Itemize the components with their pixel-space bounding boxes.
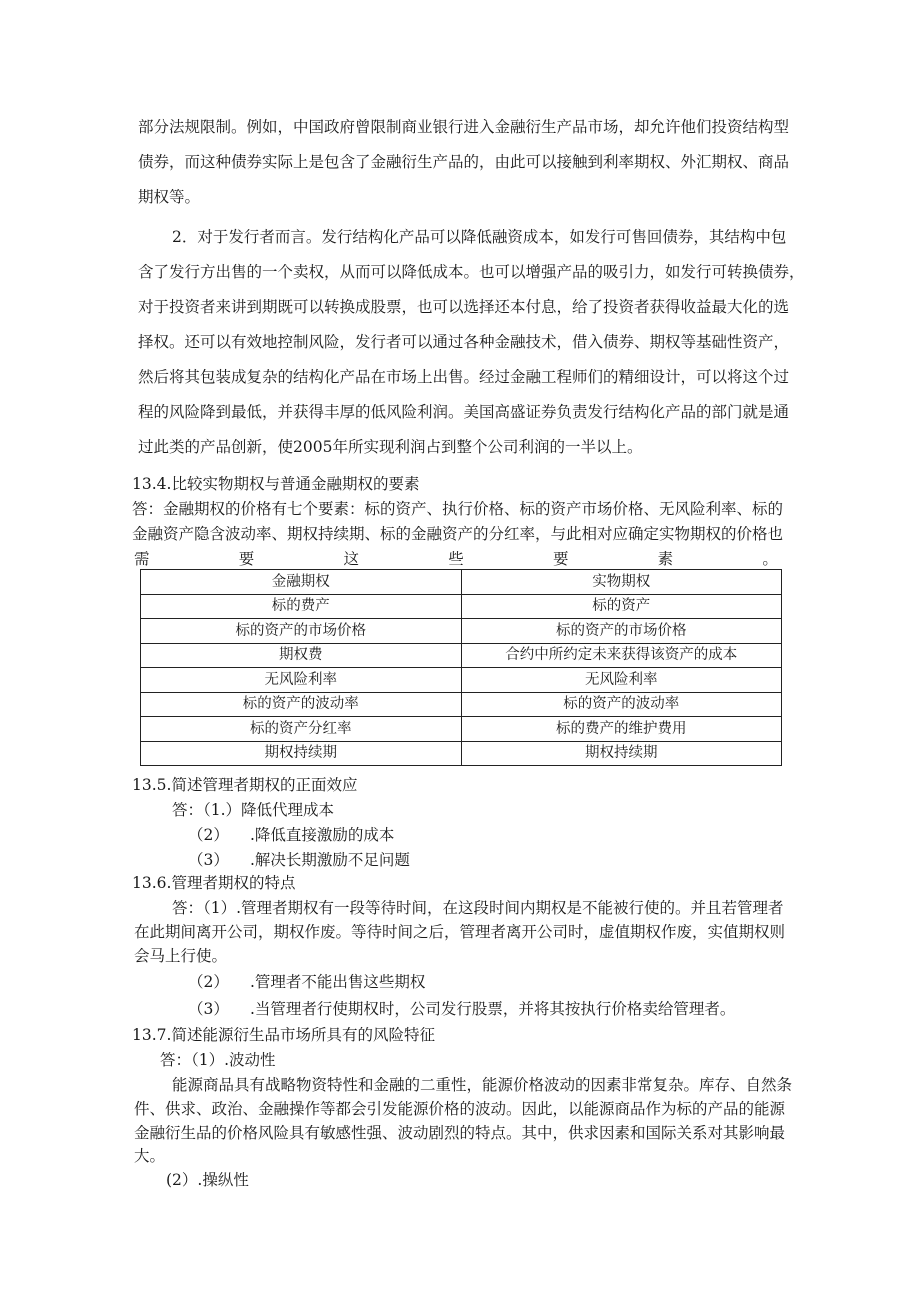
- table-cell: 标的资产分红率: [141, 717, 462, 742]
- answer-line: 答：（1）.管理者期权有一段等待时间，在这段时间内期权是不能被行使的。并且若管理者: [172, 899, 784, 917]
- table-row: [141, 643, 782, 668]
- answer-line: 金融衍生品的价格风险具有敏感性强、波动剧烈的特点。其中，供求因素和国际关系对其影响最: [134, 1124, 786, 1142]
- paragraph-line: 对于投资者来讲到期既可以转换成股票，也可以选择还本付息，给了投资者获得收益最大化的选: [138, 298, 790, 316]
- paragraph-line: 然后将其包装成复杂的结构化产品在市场上出售。经过金融工程师们的精细设计，可以将这个过: [138, 368, 790, 386]
- table-header-cell: 实物期权: [461, 570, 782, 595]
- table-cell: 标的费产: [141, 594, 462, 619]
- answer-line: 答：（1.）降低代理成本: [172, 801, 335, 819]
- section-heading-13-4: 13.4.比较实物期权与普通金融期权的要素: [132, 475, 420, 493]
- justified-char: 些: [448, 550, 464, 568]
- answer-line: 金融资产隐含波动率、期权持续期、标的金融资产的分红率，与此相对应确定实物期权的价格也: [132, 525, 784, 543]
- table-cell: 标的资产的波动率: [461, 692, 782, 717]
- table-cell: 期权持续期: [141, 741, 462, 766]
- answer-line: 会马上行使。: [134, 947, 228, 965]
- table-cell: 标的资产的市场价格: [141, 619, 462, 644]
- list-number: （2）: [188, 973, 229, 991]
- answer-line: 答：金融期权的价格有七个要素：标的资产、执行价格、标的资产市场价格、无风险利率、标的: [132, 500, 784, 518]
- paragraph-line: 过此类的产品创新，使2005年所实现利润占到整个公司利润的一半以上。: [138, 438, 643, 456]
- table-cell: 无风险利率: [141, 668, 462, 693]
- list-item: .降低直接激励的成本: [250, 826, 395, 844]
- paragraph-line: 程的风险降到最低，并获得丰厚的低风险利润。美国高盛证券负责发行结构化产品的部门就是通: [138, 403, 790, 421]
- answer-line: 答：（1）.波动性: [160, 1051, 276, 1069]
- table-cell: 标的资产的市场价格: [461, 619, 782, 644]
- justified-char: 素: [657, 550, 674, 568]
- justified-char: 。: [762, 550, 778, 568]
- table-cell: 标的资产: [461, 594, 782, 619]
- paragraph-line: 含了发行方出售的一个卖权，从而可以降低成本。也可以增强产品的吸引力，如发行可转换债券，: [138, 263, 805, 281]
- answer-line-justified: [134, 549, 778, 569]
- list-item: .当管理者行使期权时，公司发行股票，并将其按执行价格卖给管理者。: [250, 1000, 736, 1018]
- list-number: （3）: [188, 851, 229, 869]
- table-row: [141, 668, 782, 693]
- paragraph-line: 择权。还可以有效地控制风险，发行者可以通过各种金融技术，借入债券、期权等基础性资产，: [138, 333, 790, 351]
- table-row: [141, 692, 782, 717]
- table-cell: 期权持续期: [461, 741, 782, 766]
- paragraph-line: 期权等。: [138, 188, 201, 206]
- paragraph-line: 2．对于发行者而言。发行结构化产品可以降低融资成本，如发行可售回债券，其结构中包: [172, 228, 787, 246]
- list-item: .管理者不能出售这些期权: [250, 973, 426, 991]
- table-row: [141, 594, 782, 619]
- paragraph-line: 债券，而这种债券实际上是包含了金融衍生产品的，由此可以接触到利率期权、外汇期权、商品: [138, 153, 790, 171]
- paragraph-line: 部分法规限制。例如，中国政府曾限制商业银行进入金融衍生产品市场，却允许他们投资结构型: [138, 118, 790, 136]
- table-cell: 合约中所约定未来获得该资产的成本: [461, 643, 782, 668]
- table-row: [141, 717, 782, 742]
- table-cell: 标的资产的波动率: [141, 692, 462, 717]
- table-header-row: [141, 570, 782, 595]
- justified-char: 这: [343, 550, 359, 568]
- section-heading-13-7: 13.7.简述能源衍生品市场所具有的风险特征: [132, 1026, 435, 1044]
- section-heading-13-6: 13.6.管理者期权的特点: [132, 874, 296, 892]
- table-cell: 标的费产的维护费用: [461, 717, 782, 742]
- table-row: [141, 741, 782, 766]
- section-heading-13-5: 13.5.简述管理者期权的正面效应: [132, 776, 358, 794]
- comparison-table: [140, 569, 782, 766]
- list-item: .解决长期激励不足问题: [250, 851, 410, 869]
- justified-char: 要: [238, 550, 255, 568]
- answer-line: 件、供求、政治、金融操作等都会引发能源价格的波动。因此，以能源商品作为标的产品的能源: [134, 1100, 786, 1118]
- answer-line: 大。: [134, 1147, 166, 1165]
- table-row: [141, 619, 782, 644]
- justified-char: 需: [134, 550, 150, 568]
- list-number: （2）: [188, 826, 229, 844]
- answer-line: 能源商品具有战略物资特性和金融的二重性，能源价格波动的因素非常复杂。库存、自然条: [172, 1076, 793, 1094]
- table-header-cell: 金融期权: [141, 570, 462, 595]
- table-cell: 期权费: [141, 643, 462, 668]
- list-number: （3）: [188, 1000, 229, 1018]
- answer-line: 在此期间离开公司，期权作废。等待时间之后，管理者离开公司时，虚值期权作废，实值期权则: [134, 923, 786, 941]
- justified-char: 要: [552, 550, 569, 568]
- table-cell: 无风险利率: [461, 668, 782, 693]
- answer-line: (2）.操纵性: [166, 1171, 249, 1189]
